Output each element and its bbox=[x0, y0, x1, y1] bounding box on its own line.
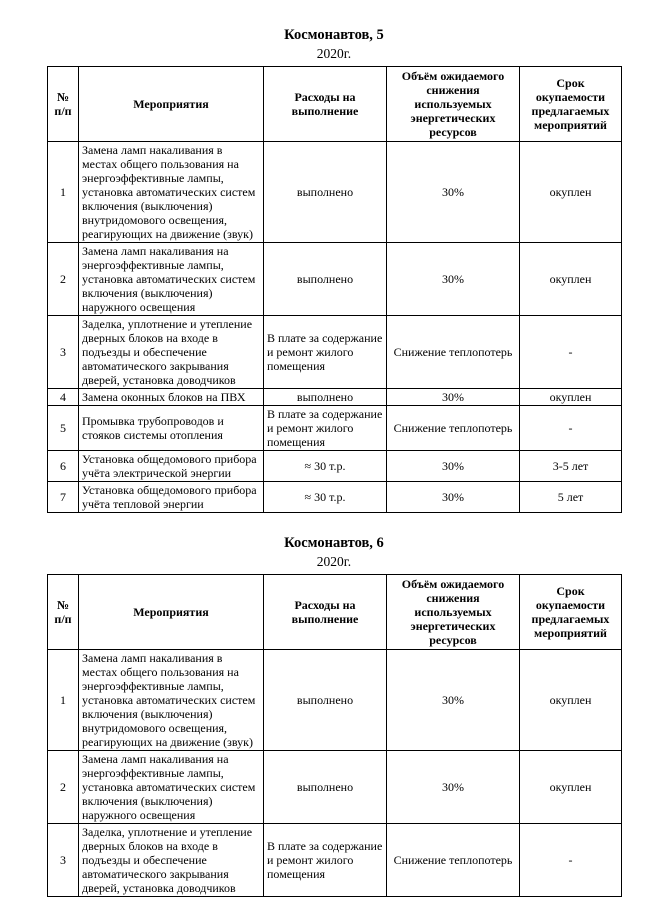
table-row bbox=[48, 243, 622, 316]
cell-measure: Замена ламп накаливания в местах общего пользования на энергоэффективные лампы, установка автоматических систем включения (выключения) внутридомового освещения, реагирующих на движение (звук) bbox=[79, 142, 264, 243]
cell-payback: окуплен bbox=[520, 650, 622, 751]
cell-num: 2 bbox=[48, 243, 79, 316]
table-header-row bbox=[48, 575, 622, 650]
section-title: Космонавтов, 6 bbox=[284, 535, 384, 551]
table-header-row bbox=[48, 67, 622, 142]
cell-measure: Установка общедомового прибора учёта тепловой энергии bbox=[79, 482, 264, 513]
cell-num: 1 bbox=[48, 142, 79, 243]
cell-payback: - bbox=[520, 316, 622, 389]
cell-payback: окуплен bbox=[520, 243, 622, 316]
cell-cost: выполнено bbox=[264, 142, 387, 243]
section-year: 2020г. bbox=[316, 46, 352, 61]
section-year: 2020г. bbox=[316, 554, 352, 569]
col-header-num: № п/п bbox=[48, 575, 79, 650]
cell-reduction: 30% bbox=[387, 451, 520, 482]
cell-measure: Замена ламп накаливания на энергоэффективные лампы, установка автоматических систем включения (выключения) наружного освещения bbox=[79, 243, 264, 316]
cell-payback: - bbox=[520, 406, 622, 451]
cell-num: 7 bbox=[48, 482, 79, 513]
cell-reduction: Снижение теплопотерь bbox=[387, 406, 520, 451]
col-header-payback: Срок окупаемости предлагаемых мероприятий bbox=[520, 575, 622, 650]
col-header-measures: Мероприятия bbox=[79, 67, 264, 142]
table-row bbox=[48, 482, 622, 513]
cell-num: 3 bbox=[48, 316, 79, 389]
table-row bbox=[48, 751, 622, 824]
cell-measure: Промывка трубопроводов и стояков системы отопления bbox=[79, 406, 264, 451]
cell-cost: выполнено bbox=[264, 650, 387, 751]
cell-cost: В плате за содержание и ремонт жилого помещения bbox=[264, 824, 387, 897]
cell-payback: окуплен bbox=[520, 389, 622, 406]
cell-cost: В плате за содержание и ремонт жилого помещения bbox=[264, 406, 387, 451]
col-header-costs: Расходы на выполнение bbox=[264, 575, 387, 650]
cell-payback: 3-5 лет bbox=[520, 451, 622, 482]
cell-num: 3 bbox=[48, 824, 79, 897]
cell-reduction: 30% bbox=[387, 243, 520, 316]
measures-table-1 bbox=[47, 66, 622, 513]
col-header-reduction: Объём ожидаемого снижения используемых энергетических ресурсов bbox=[387, 67, 520, 142]
cell-cost: выполнено bbox=[264, 389, 387, 406]
cell-measure: Заделка, уплотнение и утепление дверных блоков на входе в подъезды и обеспечение автоматического закрывания дверей, установка доводчиков bbox=[79, 824, 264, 897]
cell-cost: ≈ 30 т.р. bbox=[264, 451, 387, 482]
cell-reduction: 30% bbox=[387, 482, 520, 513]
col-header-payback: Срок окупаемости предлагаемых мероприятий bbox=[520, 67, 622, 142]
cell-payback: 5 лет bbox=[520, 482, 622, 513]
cell-num: 1 bbox=[48, 650, 79, 751]
table-row bbox=[48, 406, 622, 451]
cell-reduction: Снижение теплопотерь bbox=[387, 316, 520, 389]
section-kosmonavtov-5 bbox=[47, 26, 621, 513]
cell-num: 4 bbox=[48, 389, 79, 406]
cell-reduction: 30% bbox=[387, 389, 520, 406]
cell-num: 5 bbox=[48, 406, 79, 451]
cell-payback: - bbox=[520, 824, 622, 897]
cell-reduction: 30% bbox=[387, 751, 520, 824]
col-header-costs: Расходы на выполнение bbox=[264, 67, 387, 142]
table-row bbox=[48, 451, 622, 482]
cell-reduction: Снижение теплопотерь bbox=[387, 824, 520, 897]
cell-num: 2 bbox=[48, 751, 79, 824]
table-row bbox=[48, 316, 622, 389]
cell-num: 6 bbox=[48, 451, 79, 482]
cell-cost: ≈ 30 т.р. bbox=[264, 482, 387, 513]
cell-measure: Заделка, уплотнение и утепление дверных блоков на входе в подъезды и обеспечение автоматического закрывания дверей, установка доводчиков bbox=[79, 316, 264, 389]
cell-reduction: 30% bbox=[387, 650, 520, 751]
measures-table-2 bbox=[47, 574, 622, 897]
cell-reduction: 30% bbox=[387, 142, 520, 243]
cell-measure: Установка общедомового прибора учёта электрической энергии bbox=[79, 451, 264, 482]
col-header-measures: Мероприятия bbox=[79, 575, 264, 650]
table-row bbox=[48, 389, 622, 406]
cell-cost: В плате за содержание и ремонт жилого помещения bbox=[264, 316, 387, 389]
cell-measure: Замена ламп накаливания на энергоэффективные лампы, установка автоматических систем включения (выключения) наружного освещения bbox=[79, 751, 264, 824]
section-title: Космонавтов, 5 bbox=[284, 27, 384, 43]
cell-cost: выполнено bbox=[264, 751, 387, 824]
section-kosmonavtov-6 bbox=[47, 534, 621, 897]
table-row bbox=[48, 824, 622, 897]
col-header-reduction: Объём ожидаемого снижения используемых энергетических ресурсов bbox=[387, 575, 520, 650]
cell-measure: Замена ламп накаливания в местах общего пользования на энергоэффективные лампы, установка автоматических систем включения (выключения) внутридомового освещения, реагирующих на движение (звук) bbox=[79, 650, 264, 751]
table-row bbox=[48, 650, 622, 751]
cell-payback: окуплен bbox=[520, 751, 622, 824]
cell-cost: выполнено bbox=[264, 243, 387, 316]
table-row bbox=[48, 142, 622, 243]
cell-payback: окуплен bbox=[520, 142, 622, 243]
cell-measure: Замена оконных блоков на ПВХ bbox=[79, 389, 264, 406]
col-header-num: № п/п bbox=[48, 67, 79, 142]
